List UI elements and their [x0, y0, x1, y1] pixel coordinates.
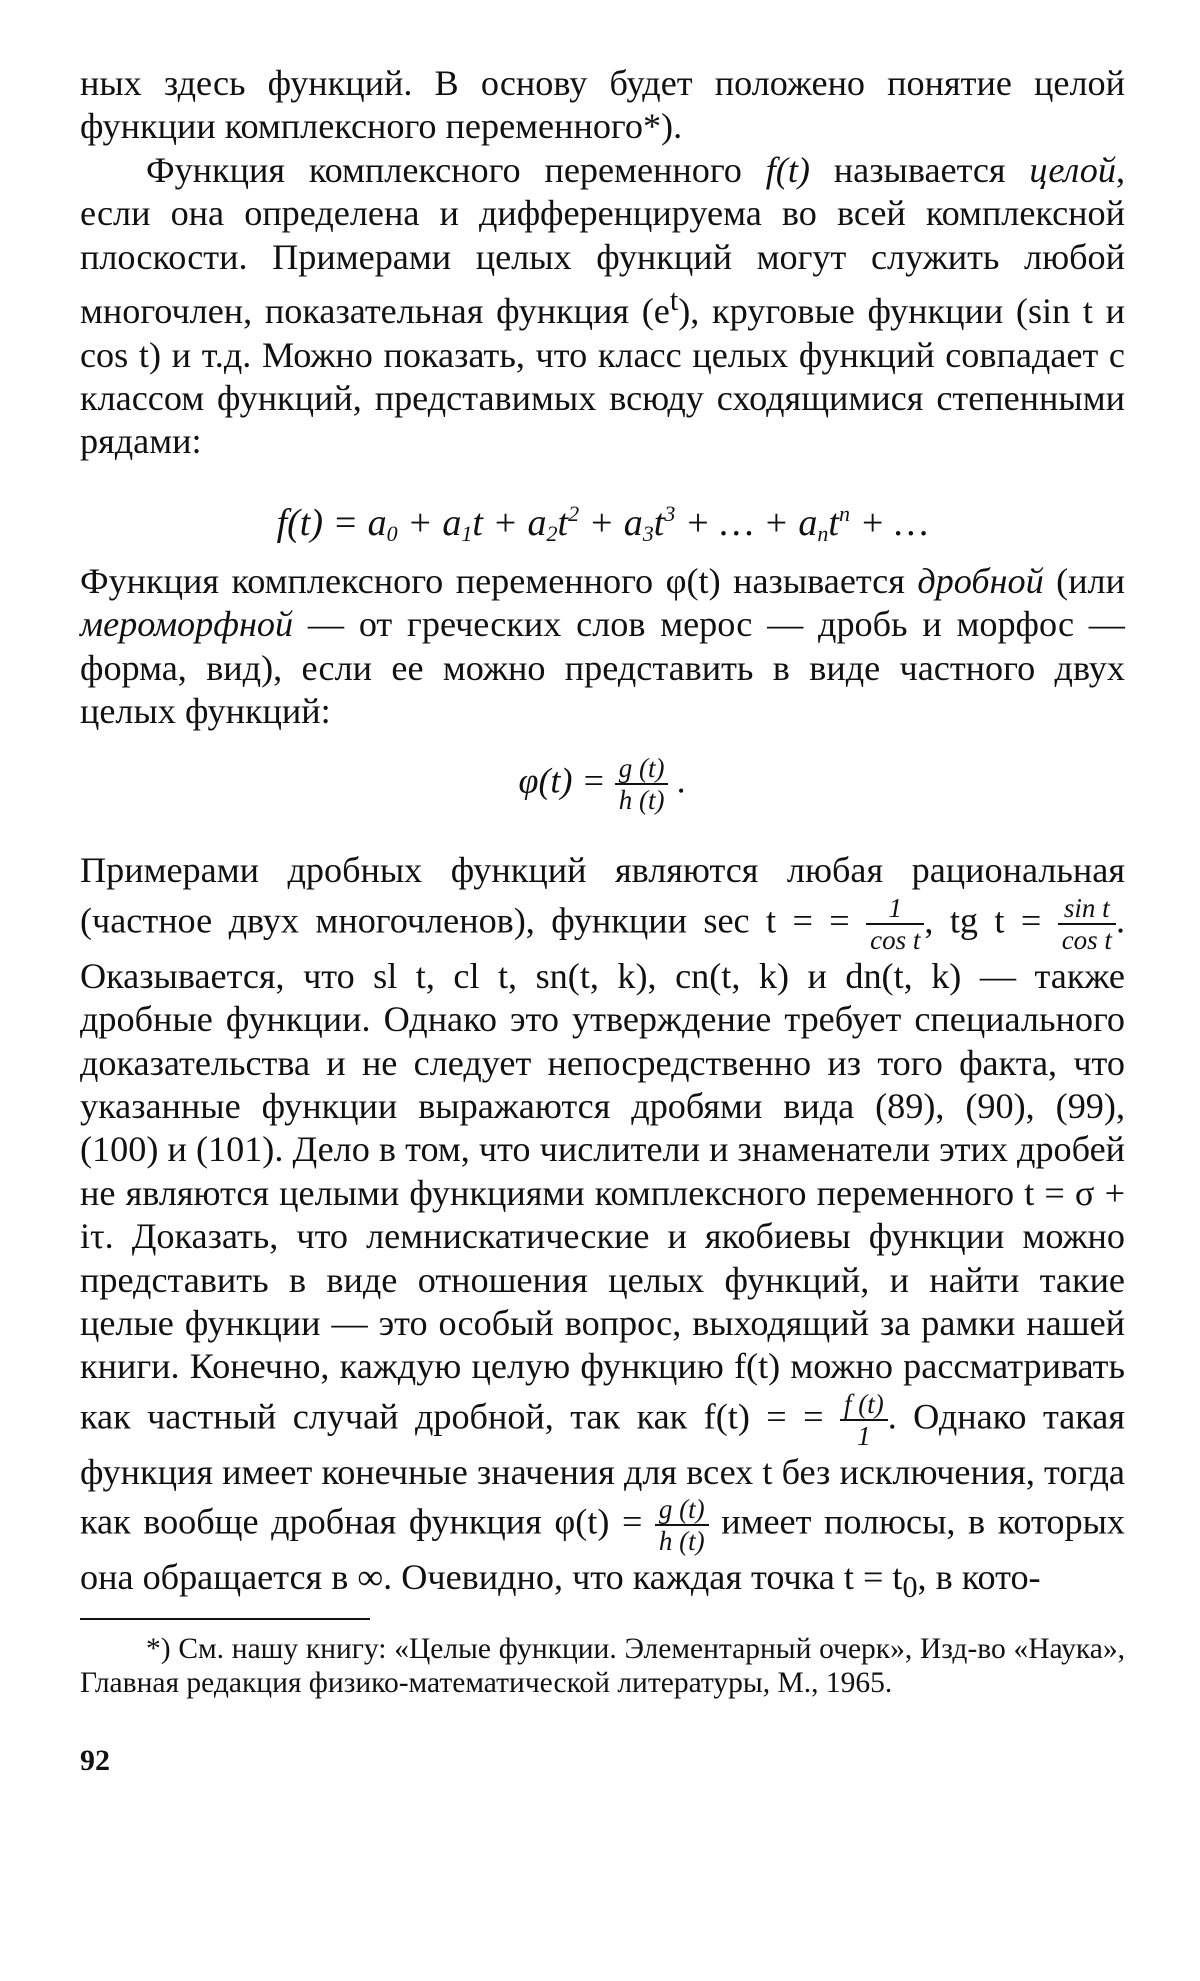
text-run: , если она определена и дифференцируема во всей комплексной плоскости. Примерами целых функций могут служить любой многочлен, показательная функция (e: [80, 149, 1126, 332]
subscript: 0: [902, 1570, 918, 1605]
fraction-numerator: f (t): [840, 1389, 888, 1421]
formula-superscript: 2: [568, 500, 580, 526]
paragraph-1: ных здесь функций. В основу будет положено понятие целой функции комплексного переменного*).: [80, 63, 1125, 147]
formula-part: t + a: [472, 501, 547, 544]
formula-superscript: 3: [664, 500, 676, 526]
paragraph-2: [80, 149, 1125, 464]
text-run: , tg t =: [924, 900, 1058, 941]
superscript: t: [669, 283, 679, 318]
text-run: называется: [809, 149, 1030, 190]
fraction-tg: [1058, 893, 1116, 955]
formula-part: + a: [579, 501, 643, 544]
formula-part: + … + a: [675, 501, 818, 544]
fraction-f-over-1: [840, 1389, 888, 1451]
fraction-denominator: cos t: [870, 924, 921, 955]
fraction-sec: [866, 893, 924, 955]
text-run: имеет полюсы, в которых она обращается в ∞. Очевидно, что каждая точка t = t: [80, 1501, 1125, 1598]
formula-subscript: n: [817, 520, 829, 546]
formula-part: f(t) = a: [276, 501, 387, 544]
fraction-denominator: h (t): [658, 1526, 705, 1557]
text-run: . Однако такая функция имеет конечные значения для всех t без исключения, тогда как вообще дробная функция φ(t) =: [80, 1396, 1125, 1542]
formula-subscript: 2: [546, 520, 558, 546]
footnote: *) См. нашу книгу: «Целые функции. Элементарный очерк», Изд-во «Наука», Главная редакция физико-математической литературы, М., 1965.: [80, 1632, 1125, 1699]
footnote-divider: [80, 1618, 370, 1620]
function-symbol: f(t): [765, 149, 810, 190]
paragraph-4: [80, 849, 1125, 1610]
formula-part: t: [828, 501, 839, 544]
text-run: Функция комплексного переменного φ(t) называется: [80, 560, 918, 601]
fraction-numerator: 1: [866, 893, 924, 925]
fraction-denominator: h (t): [618, 785, 665, 816]
text-run: Примерами дробных функций являются любая рациональная (частное двух многочленов), функции sec t = =: [80, 850, 1125, 941]
fraction-g-over-h: [655, 1494, 709, 1556]
quotient-formula: [80, 753, 1125, 815]
formula-part: t: [653, 501, 665, 544]
text-run: . Оказывается, что sl t, cl t, sn(t, k), cn(t, k) и dn(t, k) — также дробные функции. Однако это утверждение требует специального доказательства и не следует непосредственно из того факта, что указанные функции выражаются дробями вида (89), (90), (99), (100) и (101). Дело в том, что числители и знаменатели этих дробей не являются целыми функциями комплексного переменного t = σ + iτ. Доказать, что лемнискатические и якобиевы функции можно представить в виде отношения целых функций, и найти такие целые функции — это особый вопрос, выходящий за рамки нашей книги. Конечно, каждую целую функцию f(t) можно рассматривать как частный случай дробной, так как f(t) = =: [80, 900, 1125, 1437]
formula-part: φ(t) =: [518, 760, 615, 801]
formula-part: .: [668, 760, 687, 801]
formula-part: + a: [397, 501, 462, 544]
page-number: 92: [80, 1743, 110, 1777]
fraction-denominator: 1: [857, 1420, 871, 1451]
formula-superscript: n: [838, 500, 850, 526]
paragraph-3: [80, 560, 1125, 734]
text-run: — от греческих слов мерос — дробь и морфос — форма, вид), если ее можно представить в виде частного двух целых функций:: [80, 604, 1125, 731]
term-fractional: дробной: [917, 560, 1044, 601]
fraction-numerator: g (t): [615, 753, 669, 785]
formula-part: + …: [849, 501, 929, 544]
text-run: (или: [1043, 560, 1125, 601]
power-series-formula: [80, 490, 1125, 546]
fraction-denominator: cos t: [1061, 924, 1112, 955]
formula-subscript: 3: [642, 520, 654, 546]
formula-subscript: 1: [461, 520, 473, 546]
formula-part: t: [557, 501, 569, 544]
text-run: , в кото-: [917, 1557, 1041, 1598]
term-entire: целой: [1029, 149, 1116, 190]
term-meromorphic: мероморфной: [80, 604, 294, 645]
text-run: ), круговые функции (sin t и cos t) и т.д. Можно показать, что класс целых функций совпадает с классом функций, представимых всюду сходящимися степенными рядами:: [80, 291, 1125, 462]
fraction-numerator: sin t: [1058, 893, 1116, 925]
page-body: [80, 62, 1125, 1778]
fraction-numerator: g (t): [655, 1494, 709, 1526]
formula-subscript: 0: [386, 520, 398, 546]
fraction: [615, 753, 669, 815]
text-run: Функция комплексного переменного: [146, 149, 766, 190]
